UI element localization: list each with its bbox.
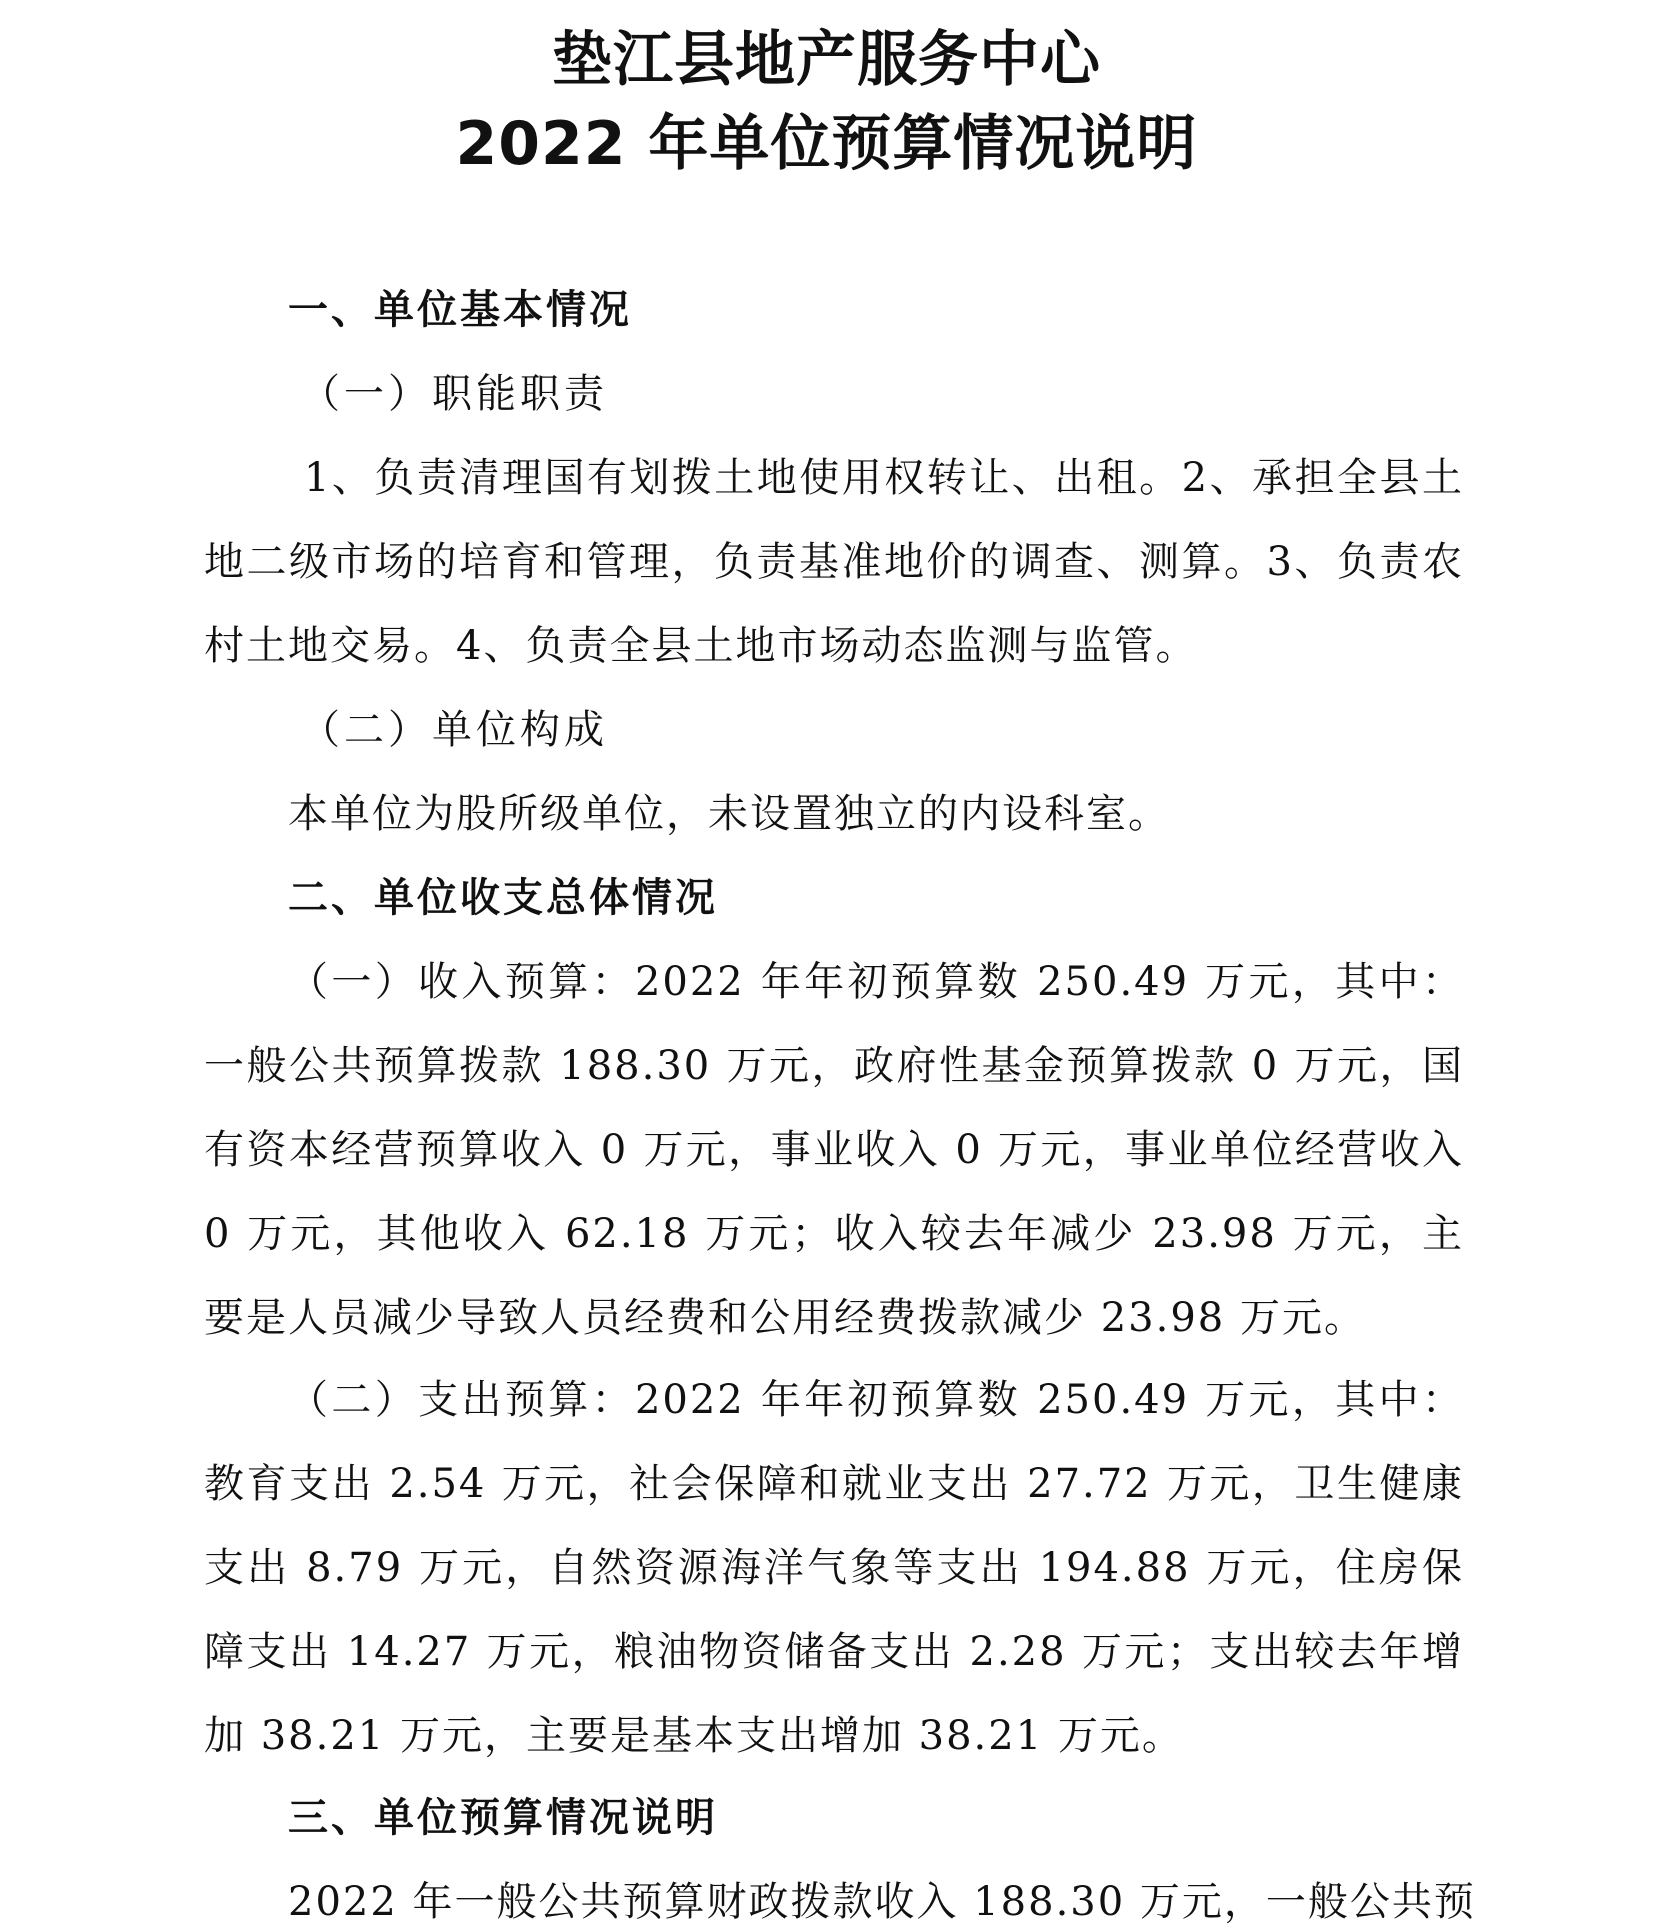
section3-text-start: 2022 年一般公共预算财政拨款收入 188.30 万元，一般公共预	[288, 1879, 1476, 1925]
document-title-line1: 垫江县地产服务中心	[552, 25, 1101, 95]
section1-sub1-heading: （一）职能职责	[300, 371, 608, 417]
document-title-line2: 2022 年单位预算情况说明	[455, 109, 1198, 179]
section1-sub2-text: 本单位为股所级单位，未设置独立的内设科室。	[288, 791, 1170, 837]
section1-sub2-heading: （二）单位构成	[300, 707, 608, 753]
section2-income-text: （一）收入预算：2022 年年初预算数 250.49 万元，其中：一般公共预算拨款 188.30 万元，政府性基金预算拨款 0 万元，国有资本经营预算收入 0 万元，事业收入 0 万元，事业单位经营收入 0 万元，其他收入 62.18 万元；收入较去年减少 23.98 万元，主要是人员减少导致人员经费和公用经费拨款减少 23.98 万元。	[204, 959, 1464, 1341]
section2-expense-text: （二）支出预算：2022 年年初预算数 250.49 万元，其中：教育支出 2.54 万元，社会保障和就业支出 27.72 万元，卫生健康支出 8.79 万元，自然资源海洋气象等支出 194.88 万元，住房保障支出 14.27 万元，粮油物资储备支出 2.28 万元；支出较去年增加 38.21 万元，主要是基本支出增加 38.21 万元。	[204, 1377, 1464, 1759]
section1-heading: 一、单位基本情况	[288, 287, 632, 333]
section1-sub1-text: 1、负责清理国有划拨土地使用权转让、出租。2、承担全县土地二级市场的培育和管理，负责基准地价的调查、测算。3、负责农村土地交易。4、负责全县土地市场动态监测与监管。	[204, 455, 1464, 669]
section3-heading: 三、单位预算情况说明	[288, 1795, 718, 1841]
section2-heading: 二、单位收支总体情况	[288, 875, 718, 921]
